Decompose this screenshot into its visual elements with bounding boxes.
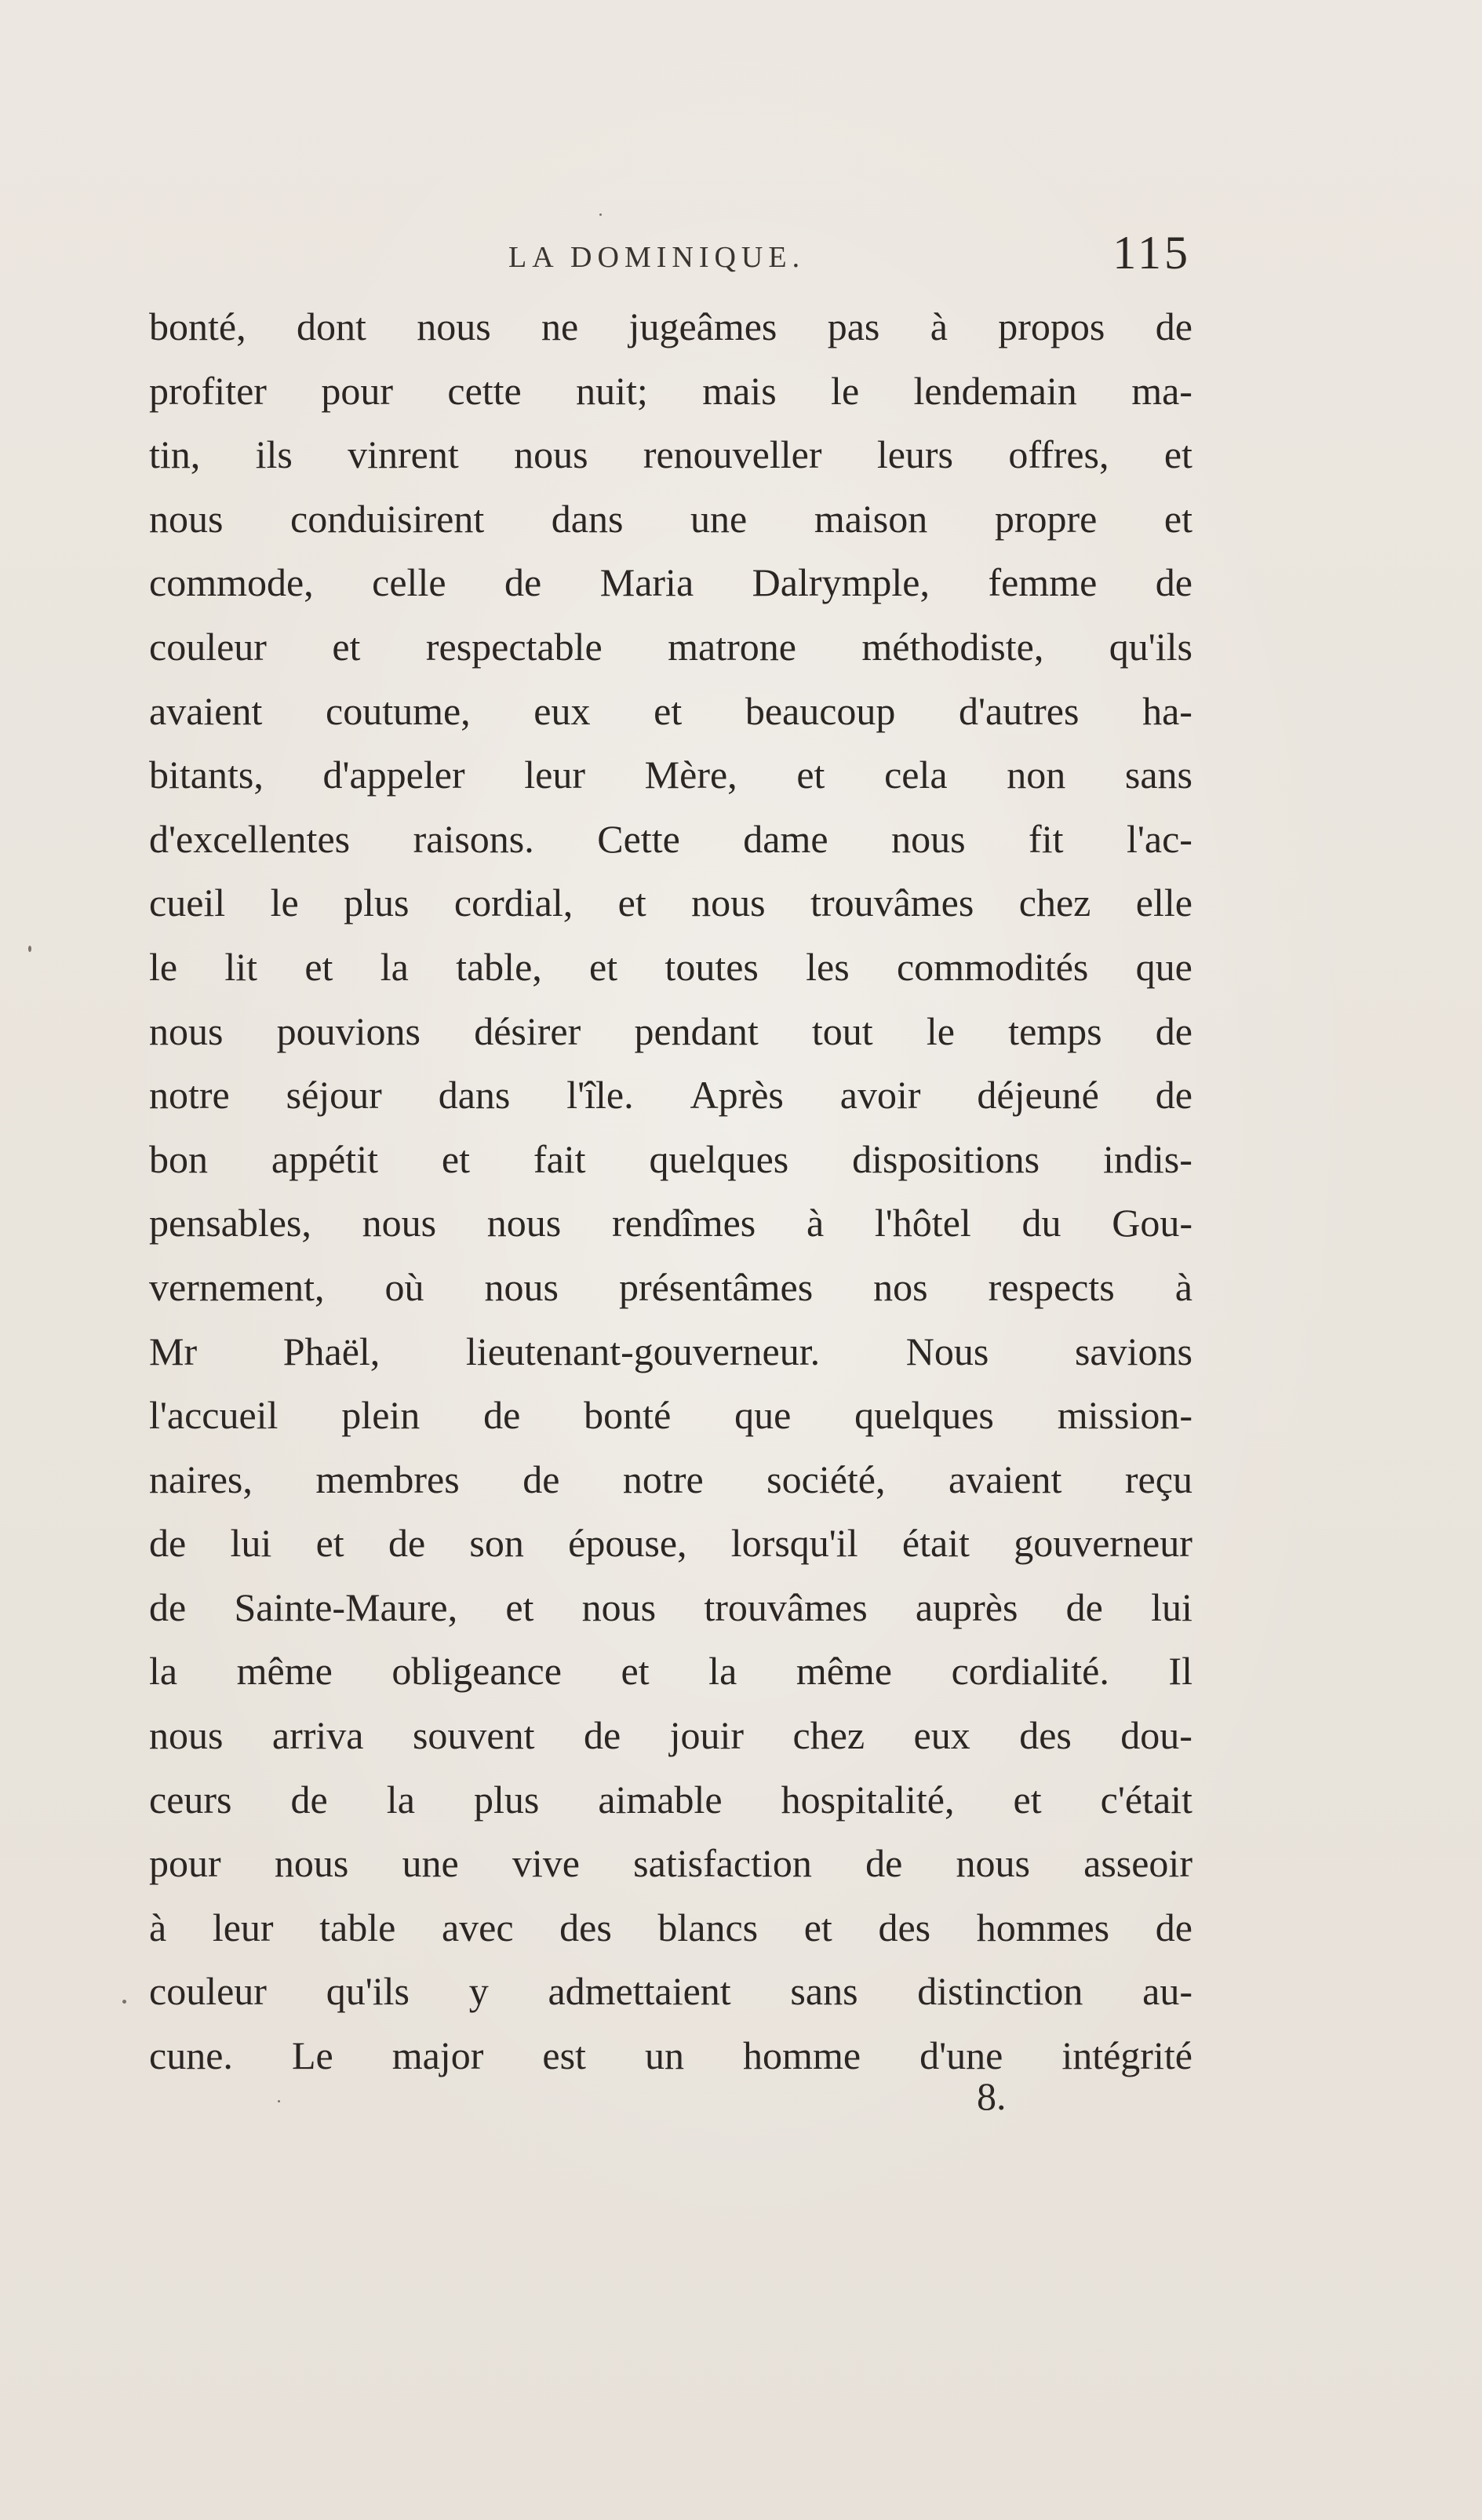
text-line: cune. Le major est un homme d'une intégrité [149, 2033, 1193, 2078]
text-line: couleur et respectable matrone méthodiste, qu'ils [149, 624, 1193, 669]
text-line: l'accueil plein de bonté que quelques mission- [149, 1393, 1193, 1438]
text-line: vernement, où nous présentâmes nos respects à [149, 1264, 1193, 1309]
text-line: profiter pour cette nuit; mais le lendemain ma- [149, 368, 1193, 413]
text-line: bon appétit et fait quelques dispositions indis- [149, 1136, 1193, 1181]
text-line: Mr Phaël, lieutenant-gouverneur. Nous savions [149, 1329, 1193, 1373]
text-line: naires, membres de notre société, avaient reçu [149, 1457, 1193, 1501]
text-line: nous pouvions désirer pendant tout le temps de [149, 1008, 1193, 1053]
page-number: 115 [1112, 227, 1191, 279]
signature-mark: 8. [977, 2074, 1007, 2118]
running-title: LA DOMINIQUE. [508, 241, 806, 274]
text-line: avaient coutume, eux et beaucoup d'autres ha- [149, 688, 1193, 733]
text-line: d'excellentes raisons. Cette dame nous fit l'ac- [149, 816, 1193, 861]
paper-speck [28, 946, 31, 952]
text-line: notre séjour dans l'île. Après avoir déjeuné de [149, 1073, 1193, 1118]
paper-speck [599, 213, 602, 216]
text-line: tin, ils vinrent nous renouveller leurs offres, et [149, 432, 1193, 477]
body-text [149, 295, 1193, 2088]
text-line: de lui et de son épouse, lorsqu'il était gouverneur [149, 1521, 1193, 1566]
text-line: de Sainte-Maure, et nous trouvâmes auprès de lui [149, 1585, 1193, 1629]
text-line: cueil le plus cordial, et nous trouvâmes chez elle [149, 881, 1193, 925]
text-line: à leur table avec des blancs et des hommes de [149, 1905, 1193, 1949]
text-line: bitants, d'appeler leur Mère, et cela non sans [149, 753, 1193, 797]
text-line: nous conduisirent dans une maison propre et [149, 496, 1193, 541]
text-line: pensables, nous nous rendîmes à l'hôtel du Gou- [149, 1201, 1193, 1245]
text-line: le lit et la table, et toutes les commodités que [149, 944, 1193, 989]
text-line: ceurs de la plus aimable hospitalité, et c'était [149, 1777, 1193, 1822]
text-line: couleur qu'ils y admettaient sans distinction au- [149, 1969, 1193, 2014]
text-line: nous arriva souvent de jouir chez eux des dou- [149, 1713, 1193, 1758]
text-line: pour nous une vive satisfaction de nous asseoir [149, 1841, 1193, 1886]
text-line: la même obligeance et la même cordialité. Il [149, 1649, 1193, 1694]
paper-speck [122, 2000, 126, 2004]
text-line: commode, celle de Maria Dalrymple, femme de [149, 560, 1193, 605]
text-line: bonté, dont nous ne jugeâmes pas à propos de [149, 305, 1193, 348]
running-head [147, 226, 1191, 289]
paper-speck [278, 2100, 280, 2102]
